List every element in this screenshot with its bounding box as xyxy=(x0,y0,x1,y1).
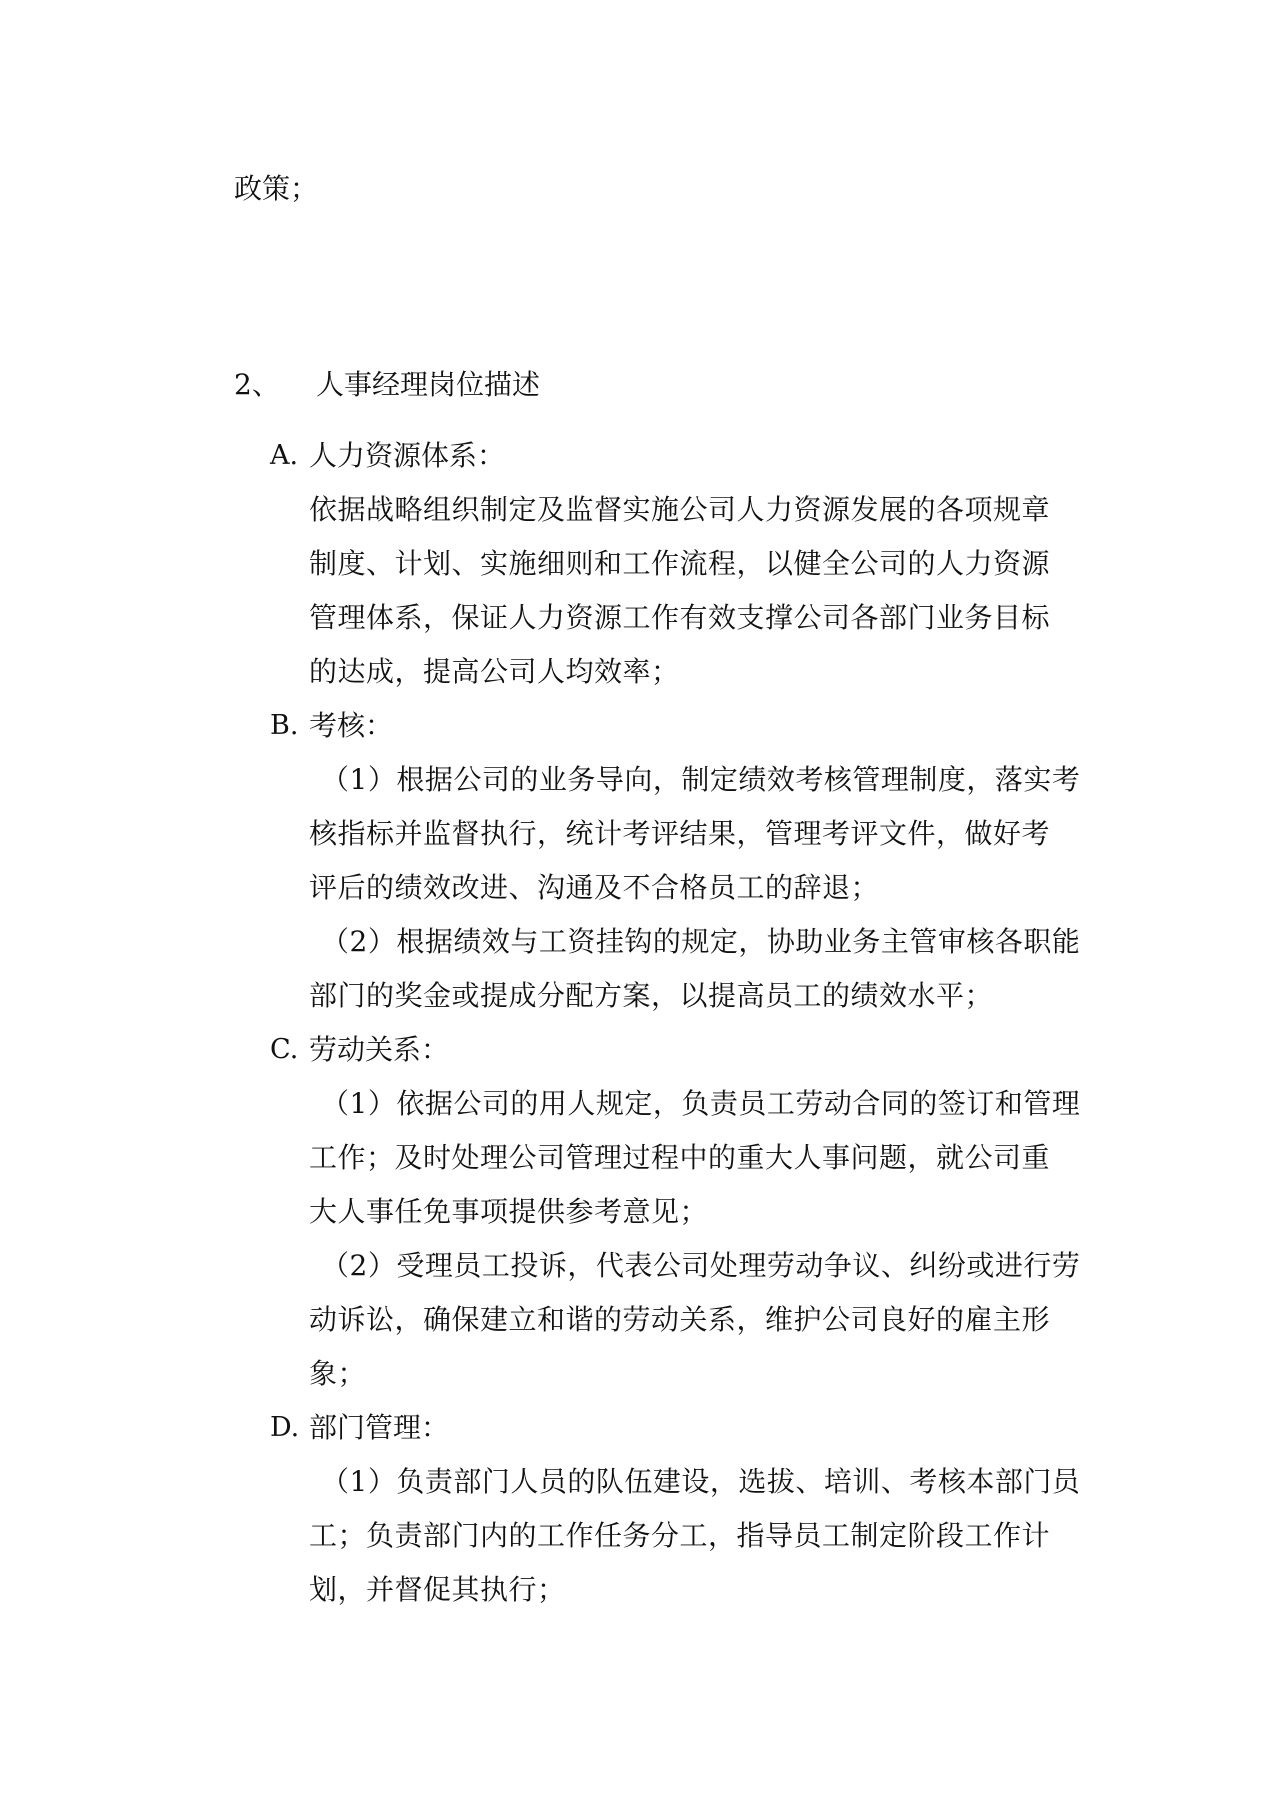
item-c2-line: 象； xyxy=(309,1357,367,1390)
item-c1-first-text: 依据公司的用人规定，负责员工劳动合同的签订和管理 xyxy=(396,1087,1081,1120)
item-b-heading: 考核： xyxy=(309,709,394,742)
item-d1-first-line xyxy=(321,1455,1080,1509)
item-d-marker: D. xyxy=(270,1412,300,1443)
item-c-heading: 劳动关系： xyxy=(309,1033,450,1066)
item-b2-number: （2） xyxy=(321,925,397,958)
section-title: 人事经理岗位描述 xyxy=(316,368,541,401)
item-b1-number: （1） xyxy=(321,763,397,796)
item-d1-line: 划，并督促其执行； xyxy=(309,1573,566,1606)
item-c2-first-line xyxy=(321,1239,1080,1293)
item-b1-first-text: 根据公司的业务导向，制定绩效考核管理制度，落实考 xyxy=(396,763,1081,796)
item-d1-line: 工；负责部门内的工作任务分工，指导员工制定阶段工作计 xyxy=(309,1519,1051,1552)
item-b2-line: 部门的奖金或提成分配方案，以提高员工的绩效水平； xyxy=(309,979,994,1012)
item-a-marker: A. xyxy=(270,440,299,471)
item-c2-line: 动诉讼，确保建立和谐的劳动关系，维护公司良好的雇主形 xyxy=(309,1303,1051,1336)
item-c1-number: （1） xyxy=(321,1087,397,1120)
item-a-line: 管理体系，保证人力资源工作有效支撑公司各部门业务目标 xyxy=(309,601,1051,634)
item-c1-line: 大人事任免事项提供参考意见； xyxy=(309,1195,709,1228)
item-c1-line: 工作；及时处理公司管理过程中的重大人事问题，就公司重 xyxy=(309,1141,1051,1174)
item-a-line: 的达成，提高公司人均效率； xyxy=(309,655,680,688)
item-b2-first-text: 根据绩效与工资挂钩的规定，协助业务主管审核各职能 xyxy=(396,925,1081,958)
item-c2-first-text: 受理员工投诉，代表公司处理劳动争议、纠纷或进行劳 xyxy=(396,1249,1081,1282)
item-a-line: 依据战略组织制定及监督实施公司人力资源发展的各项规章 xyxy=(309,493,1051,526)
item-b1-line: 评后的绩效改进、沟通及不合格员工的辞退； xyxy=(309,871,880,904)
item-b-marker: B. xyxy=(270,710,299,741)
item-c-marker: C. xyxy=(270,1034,299,1065)
item-a-line: 制度、计划、实施细则和工作流程，以健全公司的人力资源 xyxy=(309,547,1051,580)
item-b1-line: 核指标并监督执行，统计考评结果，管理考评文件，做好考 xyxy=(309,817,1051,850)
section-number: 2、 xyxy=(234,368,280,401)
item-c1-first-line xyxy=(321,1077,1080,1131)
item-d1-first-text: 负责部门人员的队伍建设，选拔、培训、考核本部门员 xyxy=(396,1465,1081,1498)
item-d1-number: （1） xyxy=(321,1465,397,1498)
top-fragment: 政策； xyxy=(234,172,319,205)
item-b2-first-line xyxy=(321,915,1080,969)
item-b1-first-line xyxy=(321,753,1080,807)
item-d-heading: 部门管理： xyxy=(309,1411,450,1444)
item-a-heading: 人力资源体系： xyxy=(309,439,506,472)
item-c2-number: （2） xyxy=(321,1249,397,1282)
